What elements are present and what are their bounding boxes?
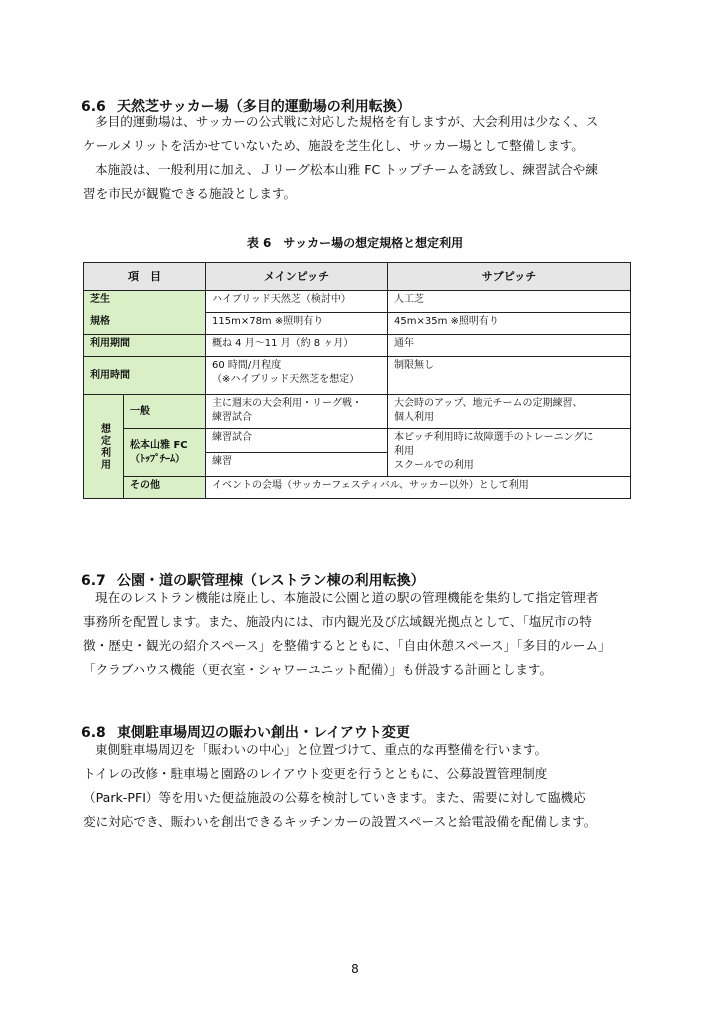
cell-yamaga-sub: [388, 429, 631, 477]
cell-kikaku-main-turf: ハイブリッド天然芝（検討中）: [206, 291, 388, 313]
paragraph-line: 事務所を配置します。また、施設内には、市内観光及び広域観光拠点として、「塩尻市の特: [83, 614, 592, 629]
section-number: 6.7: [81, 573, 106, 589]
header-sub-pitch: サブピッチ: [388, 263, 631, 291]
page-number: 8: [351, 962, 359, 976]
header-main-pitch: メインピッチ: [206, 263, 388, 291]
section-title: 天然芝サッカー場（多目的運動場の利用転換）: [117, 99, 411, 115]
cell-hours-sub: 制限無し: [388, 357, 631, 395]
general-main-line: 主に週末の大会利用・リーグ戦・: [212, 398, 362, 409]
section-6-7-body: [83, 586, 639, 682]
paragraph-line: 徴・歴史・観光の紹介スペース」を整備するとともに、「自由休憩スペース」「多目的ルーム」: [83, 638, 611, 653]
general-sub-line: 個人利用: [394, 412, 434, 423]
row-label-general: 一般: [124, 395, 206, 429]
paragraph-line: 変に対応でき、賑わいを創出できるキッチンカーの設置スペースと給電設備を配備します。: [83, 814, 597, 829]
header-item: 項 目: [84, 263, 206, 291]
section-6-8-body: [83, 738, 639, 834]
cell-period-main: 概ね 4 月～11 月（約 8 ヶ月）: [206, 335, 388, 357]
section-title: 公園・道の駅管理棟（レストラン棟の利用転換）: [117, 573, 425, 589]
cell-yamaga-main-match: 練習試合: [206, 429, 388, 453]
paragraph-line: 現在のレストラン機能は廃止し、本施設に公園と道の駅の管理機能を集約して指定管理者: [95, 590, 599, 605]
cell-hours-main: [206, 357, 388, 395]
paragraph-line: 東側駐車場周辺を「賑わいの中心」と位置づけて、重点的な再整備を行います。: [95, 742, 548, 757]
yamaga-sub-line: 本ピッチ利用時に故障選手のトレーニングに: [394, 432, 594, 443]
row-label-kikaku: 規格: [84, 313, 206, 335]
row-label-period: 利用期間: [84, 335, 206, 357]
paragraph-line: 本施設は、一般利用に加え、Ｊリーグ松本山雅 FC トップチームを誘致し、練習試合や練: [95, 162, 598, 177]
cell-yamaga-main-practice: 練習: [206, 453, 388, 477]
section-title: 東側駐車場周辺の賑わい創出・レイアウト変更: [117, 725, 410, 741]
paragraph-line: 多目的運動場は、サッカーの公式戦に対応した規格を有しますが、大会利用は少なく、ス: [95, 114, 599, 129]
table-caption: 表 6 サッカー場の想定規格と想定利用: [246, 236, 464, 250]
row-label-hours: 利用時間: [84, 357, 206, 395]
paragraph-line: トイレの改修・駐車場と園路のレイアウト変更を行うとともに、公募設置管理制度: [83, 766, 548, 781]
cell-period-sub: 通年: [388, 335, 631, 357]
row-label-usage: 想定利用: [84, 395, 124, 499]
general-sub-line: 大会時のアップ、地元チームの定期練習、: [394, 398, 583, 409]
row-label-other: その他: [124, 477, 206, 499]
paragraph-line: 「クラブハウス機能（更衣室・シャワーユニット配備）」も併設する計画とします。: [83, 662, 553, 677]
section-number: 6.6: [81, 99, 106, 115]
cell-general-main: [206, 395, 388, 429]
yamaga-sub-line: スクールでの利用: [394, 460, 474, 471]
section-number: 6.8: [81, 725, 106, 741]
row-label-yamaga: [124, 429, 206, 477]
cell-kikaku-sub-size: 45m×35m ※照明有り: [388, 313, 631, 335]
cell-kikaku-sub-turf: 人工芝: [388, 291, 631, 313]
cell-other: イベントの会場（サッカーフェスティバル、サッカー以外）として利用: [206, 477, 631, 499]
paragraph-line: （Park-PFI）等を用いた便益施設の公募を検討していきます。また、需要に対して臨機応: [83, 790, 586, 805]
hours-main-note: （※ハイブリッド天然芝を想定）: [212, 374, 360, 385]
section-6-6-body: [83, 110, 639, 206]
cell-general-sub: [388, 395, 631, 429]
yamaga-sub-line: 利用: [394, 446, 414, 457]
yamaga-label-line: 松本山雅 FC: [130, 439, 188, 451]
row-label-shiba: 芝生: [84, 291, 206, 313]
paragraph-line: ケールメリットを活かせていないため、施設を芝生化し、サッカー場として整備します。: [83, 138, 584, 153]
general-main-line: 練習試合: [212, 412, 252, 423]
cell-kikaku-main-size: 115m×78m ※照明有り: [206, 313, 388, 335]
yamaga-label-line: （ﾄｯﾌﾟﾁｰﾑ）: [130, 453, 185, 465]
soccer-field-spec-table: [83, 262, 631, 499]
paragraph-line: 習を市民が観覧できる施設とします。: [83, 186, 297, 201]
hours-main-line: 60 時間/月程度: [212, 360, 282, 371]
